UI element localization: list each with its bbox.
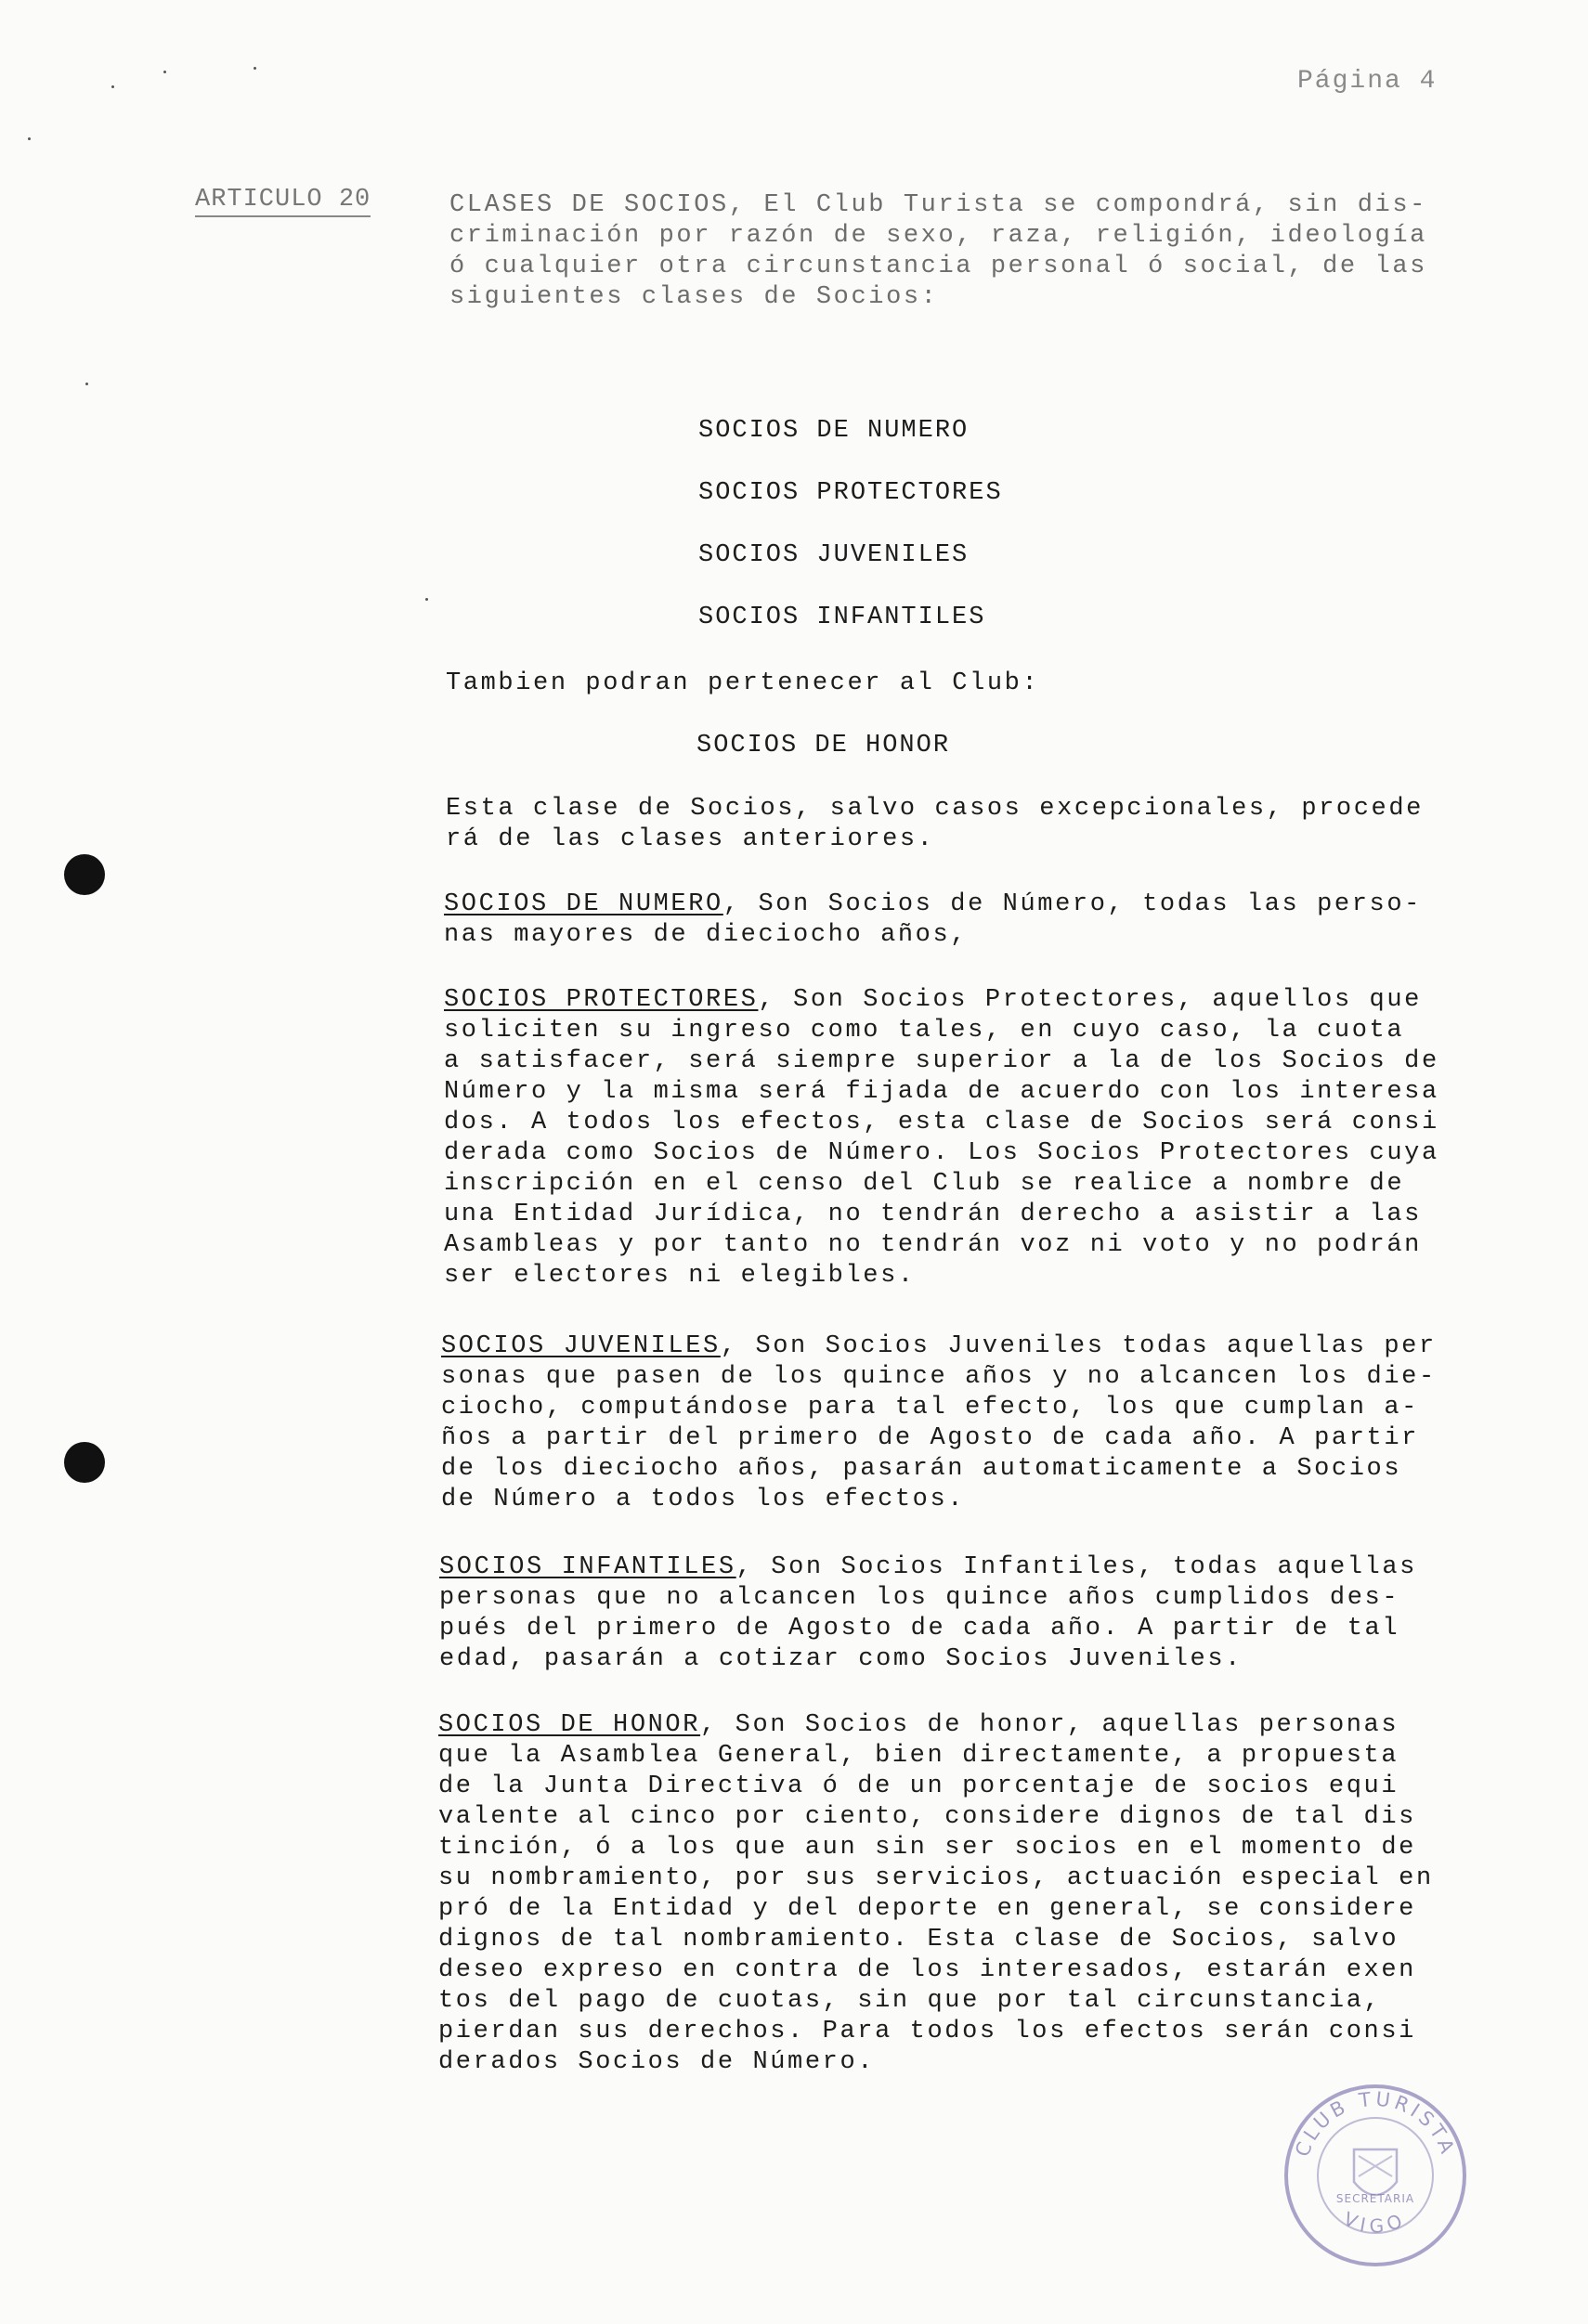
scan-speck (85, 383, 88, 385)
section-line: sonas que pasen de los quince años y no alcancen los die- (441, 1363, 1437, 1391)
note-line: Esta clase de Socios, salvo casos excepcionales, procede (446, 795, 1424, 823)
scan-speck (425, 598, 428, 601)
section-line: tinción, ó a los que aun sin ser socios en el momento de (438, 1834, 1416, 1862)
section-line: dignos de tal nombramiento. Esta clase de Socios, salvo (438, 1926, 1399, 1954)
section-line: pierdan sus derechos. Para todos los efectos serán consi (438, 2018, 1416, 2045)
section-line: ciocho, computándose para tal efecto, los que cumplan a- (441, 1394, 1419, 1422)
section-line: pués del primero de Agosto de cada año. A partir de tal (439, 1615, 1400, 1642)
svg-text:VIGO: VIGO (1340, 2207, 1411, 2238)
punch-hole (64, 1442, 105, 1483)
class-item-infantiles: SOCIOS INFANTILES (698, 604, 986, 631)
scan-speck (254, 67, 256, 70)
class-item-juveniles: SOCIOS JUVENILES (698, 541, 970, 569)
article-label: ARTICULO 20 (195, 186, 371, 217)
scan-speck (28, 137, 31, 140)
section-heading: SOCIOS PROTECTORES (444, 986, 759, 1014)
class-item-honor: SOCIOS DE HONOR (696, 732, 951, 760)
section-line: una Entidad Jurídica, no tendrán derecho a asistir a las (444, 1201, 1422, 1228)
section-line: Asambleas y por tanto no tendrán voz ni voto y no podrán (444, 1231, 1422, 1259)
punch-hole (64, 854, 105, 895)
intro-line: criminación por razón de sexo, raza, religión, ideología (449, 222, 1427, 250)
section-text: , Son Socios Protectores, aquellos que (758, 986, 1422, 1014)
note-line: rá de las clases anteriores. (446, 825, 935, 853)
intro-line: ó cualquier otra circunstancia personal ó social, de las (449, 253, 1427, 280)
section-first-line (439, 1552, 1417, 1583)
also-line: Tambien podran pertenecer al Club: (446, 669, 1040, 697)
section-line: de la Junta Directiva ó de un porcentaje de socios equi (438, 1772, 1399, 1800)
class-item-numero: SOCIOS DE NUMERO (698, 417, 970, 445)
section-line: inscripción en el censo del Club se realice a nombre de (444, 1170, 1405, 1198)
section-heading: SOCIOS DE HONOR (438, 1711, 701, 1739)
section-line: a satisfacer, será siempre superior a la de los Socios de (444, 1047, 1439, 1075)
section-text: , Son Socios de Número, todas las perso- (722, 890, 1422, 918)
section-line: edad, pasarán a cotizar como Socios Juveniles. (439, 1645, 1243, 1673)
section-line: dos. A todos los efectos, esta clase de Socios será consi (444, 1109, 1439, 1136)
section-line: tos del pago de cuotas, sin que por tal circunstancia, (438, 1987, 1382, 2015)
intro-line: siguientes clases de Socios: (449, 283, 939, 311)
scan-speck (163, 71, 166, 73)
scan-speck (111, 85, 114, 88)
section-line: Número y la misma será fijada de acuerdo con los interesa (444, 1078, 1439, 1106)
section-line: nas mayores de dieciocho años, (444, 921, 969, 949)
section-line: deseo expreso en contra de los interesados, estarán exen (438, 1956, 1416, 1984)
page-number: Página 4 (1297, 67, 1438, 96)
section-line: que la Asamblea General, bien directamente, a propuesta (438, 1742, 1399, 1770)
section-line: derada como Socios de Número. Los Socios Protectores cuya (444, 1139, 1439, 1167)
section-line: ser electores ni elegibles. (444, 1262, 916, 1290)
section-text: , Son Socios de honor, aquellas personas (700, 1711, 1399, 1739)
section-text: , Son Socios Infantiles, todas aquellas (735, 1553, 1417, 1581)
section-heading: SOCIOS INFANTILES (439, 1553, 736, 1581)
intro-line: CLASES DE SOCIOS, El Club Turista se compondrá, sin dis- (449, 191, 1427, 219)
section-text: , Son Socios Juveniles todas aquellas per (720, 1332, 1437, 1360)
section-line: de los dieciocho años, pasarán automaticamente a Socios (441, 1455, 1402, 1483)
section-line: personas que no alcancen los quince años cumplidos des- (439, 1584, 1400, 1612)
section-heading: SOCIOS JUVENILES (441, 1332, 721, 1360)
section-heading: SOCIOS DE NUMERO (444, 890, 723, 918)
section-first-line (441, 1331, 1437, 1362)
club-stamp-icon (1280, 2080, 1471, 2271)
section-first-line (444, 985, 1422, 1016)
section-line: de Número a todos los efectos. (441, 1486, 966, 1513)
svg-text:SECRETARIA: SECRETARIA (1335, 2192, 1415, 2205)
section-line: pró de la Entidad y del deporte en general, se considere (438, 1895, 1416, 1923)
section-first-line (444, 889, 1422, 920)
section-line: ños a partir del primero de Agosto de cada año. A partir (441, 1424, 1419, 1452)
section-first-line (438, 1710, 1399, 1741)
section-line: valente al cinco por ciento, considere dignos de tal dis (438, 1803, 1416, 1831)
section-line: su nombramiento, por sus servicios, actuación especial en (438, 1864, 1434, 1892)
class-item-protectores: SOCIOS PROTECTORES (698, 479, 1003, 507)
section-line: soliciten su ingreso como tales, en cuyo caso, la cuota (444, 1017, 1405, 1045)
section-line: derados Socios de Número. (438, 2048, 876, 2076)
svg-text:CLUB TURISTA: CLUB TURISTA (1291, 2087, 1460, 2161)
